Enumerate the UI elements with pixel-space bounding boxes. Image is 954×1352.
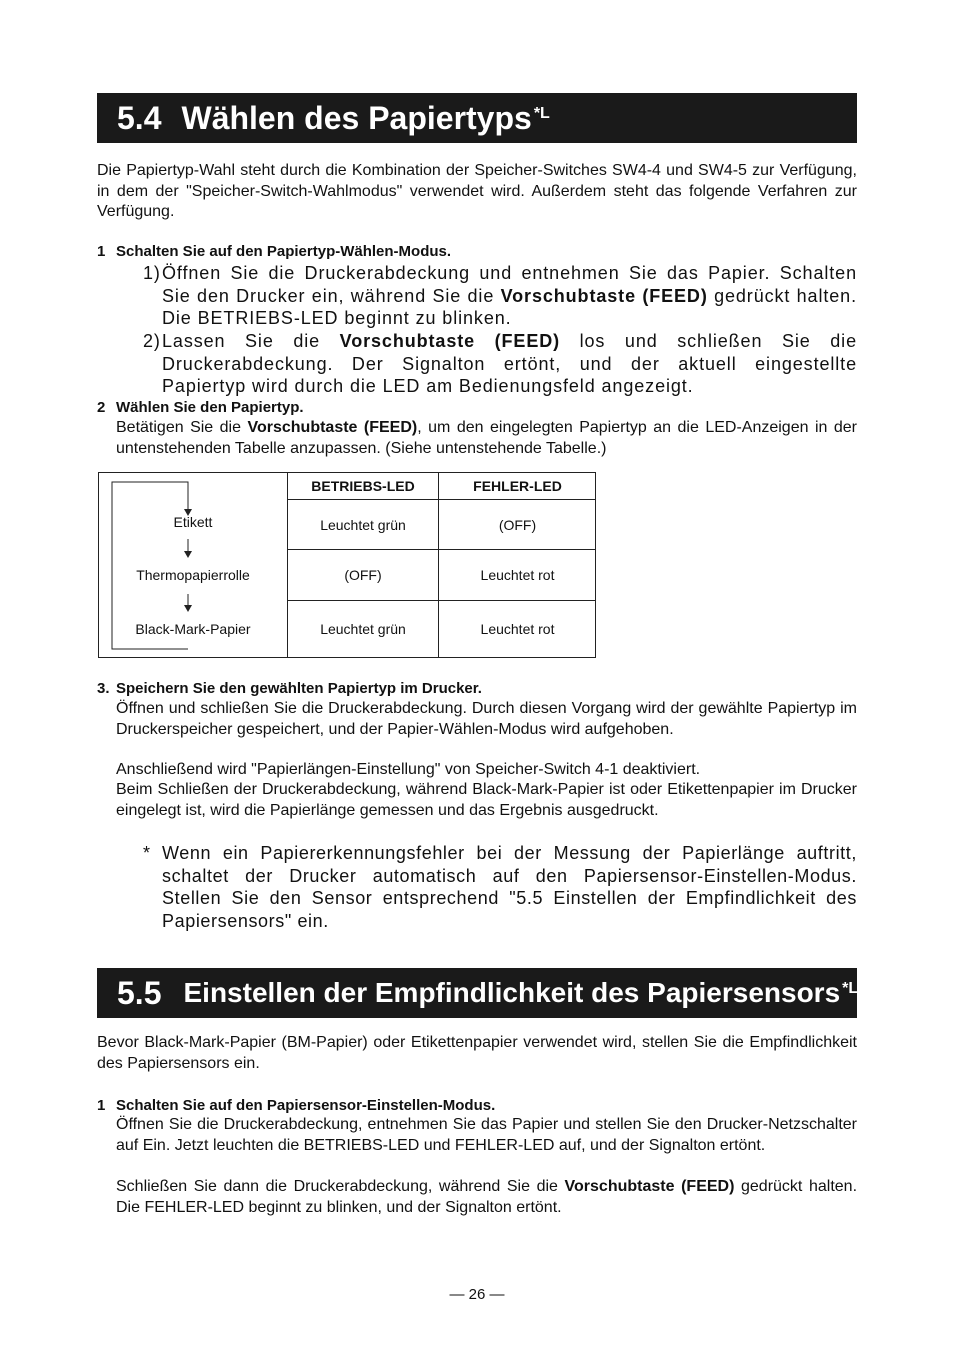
row-1-betriebs: Leuchtet grün	[320, 516, 406, 533]
section-5-4-intro: Die Papiertyp-Wahl steht durch die Kombination der Speicher-Switches SW4-4 und SW4-5 zur Verfügung, in dem der "Speicher-Switch-Wahlmodus" verwendet wird. Außerdem steht das folgende Verfahren zur Verfügung.	[97, 162, 857, 220]
step-1-title	[97, 243, 451, 261]
step-text: Speichern Sie den gewählten Papiertyp im Drucker.	[116, 680, 482, 697]
sub-text-a: Öffnen Sie die Druckerabdeckung und entnehmen Sie das Papier. Schalten Sie den Drucker ein, während Sie die	[162, 263, 857, 306]
note-text: Wenn ein Papiererkennungsfehler bei der Messung der Papierlänge auftritt, schaltet der Drucker automatisch auf den Papiersensor-Einstellen-Modus. Stellen Sie den Sensor entsprechend "5.5 Einstellen der Empfindlichkeit des Papiersensors" ein.	[162, 843, 857, 931]
step-3-para-3: Beim Schließen der Druckerabdeckung, während Black-Mark-Papier ist oder Etikettenpapier im Drucker eingelegt ist, wird die Papierlänge gemessen und das Ergebnis ausgedruckt.	[116, 781, 857, 819]
sub-label: 2)	[143, 331, 161, 351]
section-5-5-heading	[97, 968, 857, 1018]
paper-type-label: Etikett	[173, 514, 213, 530]
section-number: 5.5	[117, 974, 162, 1011]
section-title: Wählen des Papiertyps	[181, 99, 532, 136]
row-3-betriebs: Leuchtet grün	[320, 621, 406, 637]
row-3-fehler: Leuchtet rot	[480, 621, 555, 637]
note-asterisk: *	[143, 843, 151, 863]
feed-key-label: Vorschubtaste (FEED)	[500, 285, 708, 306]
step-1-sub-2	[143, 330, 857, 398]
step-number: 3.	[97, 680, 110, 697]
page-number: — 26 —	[449, 1286, 505, 1303]
section-5-5-step-1-para-2	[116, 1177, 857, 1218]
paper-type-label: Thermopapierrolle	[136, 567, 250, 583]
section-title: Einstellen der Empfindlichkeit des Papiersensors	[183, 977, 841, 1008]
section-5-5-intro: Bevor Black-Mark-Papier (BM-Papier) oder Etikettenpapier verwendet wird, stellen Sie die Empfindlichkeit des Papiersensors ein.	[97, 1034, 857, 1072]
sub-label: 1)	[143, 263, 161, 283]
section-5-4-heading	[97, 93, 857, 143]
text-a: Betätigen Sie die	[116, 419, 248, 436]
step-2-title	[97, 399, 304, 417]
model-marker: *L	[842, 980, 859, 997]
step-2-text	[116, 418, 857, 459]
step-3-para-2: Anschließend wird "Papierlängen-Einstellung" von Speicher-Switch 4-1 deaktiviert.	[116, 761, 701, 778]
step-3-note	[143, 842, 857, 932]
section-5-5-step-1-para-1: Öffnen Sie die Druckerabdeckung, entnehmen Sie das Papier und stellen Sie den Drucker-Netzschalter auf Ein. Jetzt leuchten die BETRIEBS-LED und FEHLER-LED auf, und der Signalton ertönt.	[116, 1116, 857, 1154]
feed-key-label: Vorschubtaste (FEED)	[247, 419, 418, 436]
header-fehler-led: FEHLER-LED	[473, 478, 562, 494]
paper-type-label: Black-Mark-Papier	[135, 621, 251, 637]
sub-text-a: Lassen Sie die	[162, 331, 340, 351]
row-2-fehler: Leuchtet rot	[480, 567, 555, 583]
sub-text-b: gedrückt halten. Die BETRIEBS-LED beginnt zu blinken.	[162, 285, 857, 328]
header-betriebs-led: BETRIEBS-LED	[311, 478, 415, 494]
step-number: 2	[97, 399, 106, 416]
model-marker: *L	[533, 105, 550, 122]
sub-text	[162, 330, 857, 398]
step-1-sub-1	[143, 262, 857, 330]
section-5-5-step-1-title	[97, 1097, 495, 1115]
text-b: , um den eingelegten Papiertyp an die LED-Anzeigen in der untenstehenden Tabelle anzupassen. (Siehe untenstehende Tabelle.)	[116, 419, 858, 457]
step-3-para-1: Öffnen und schließen Sie die Druckerabdeckung. Durch diesen Vorgang wird der gewählte Papiertyp im Druckerspeicher gespeichert, und der Papier-Wählen-Modus wird aufgehoben.	[116, 700, 857, 738]
text-b: gedrückt halten. Die FEHLER-LED beginnt zu blinken, und der Signalton ertönt.	[116, 1178, 858, 1216]
feed-key-label: Vorschubtaste (FEED)	[339, 331, 561, 351]
step-number: 1	[97, 1097, 106, 1114]
step-text: Schalten Sie auf den Papiersensor-Einstellen-Modus.	[116, 1097, 496, 1114]
row-1-fehler: (OFF)	[498, 516, 537, 533]
sub-text-b: los und schließen Sie die Druckerabdeckung. Der Signalton ertönt, und der aktuell eingestellte Papiertyp wird durch die LED am Bedienungsfeld angezeigt.	[162, 331, 857, 396]
sub-text	[162, 262, 857, 330]
section-number: 5.4	[117, 99, 162, 136]
paper-type-table	[98, 472, 596, 658]
text-a: Schließen Sie dann die Druckerabdeckung, während Sie die	[116, 1178, 565, 1195]
feed-key-label: Vorschubtaste (FEED)	[564, 1178, 735, 1195]
step-text: Wählen Sie den Papiertyp.	[116, 399, 304, 416]
step-text: Schalten Sie auf den Papiertyp-Wählen-Modus.	[116, 243, 452, 260]
row-2-betriebs: (OFF)	[344, 567, 382, 583]
step-3-title	[97, 680, 482, 698]
step-number: 1	[97, 243, 106, 260]
